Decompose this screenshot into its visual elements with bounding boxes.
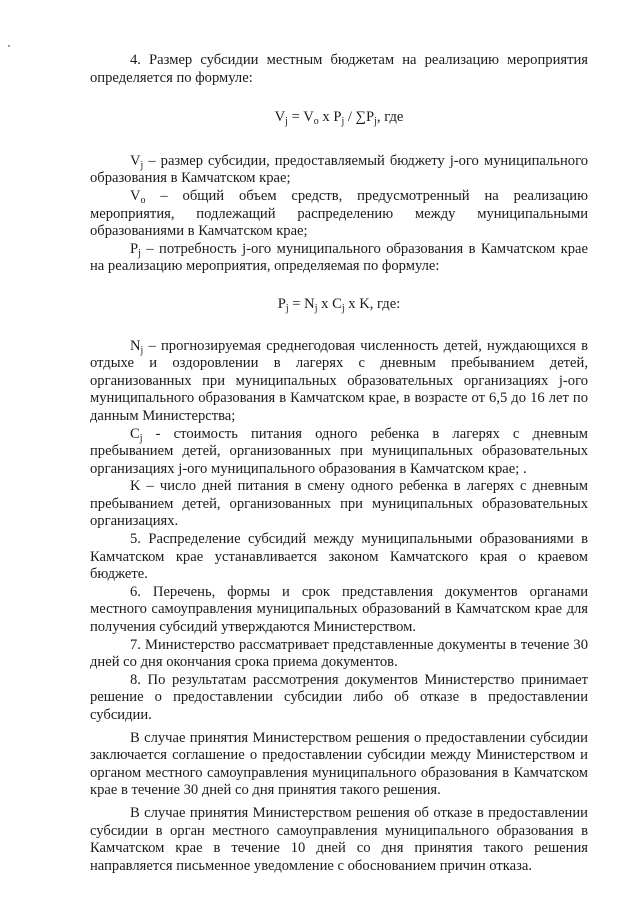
formula-sub: j [341,116,345,128]
document-page [90,52,588,875]
formula-part: = V [287,109,314,126]
definition-nj [90,338,588,426]
def-var: V [130,187,141,204]
def-text: – размер субсидии, предоставляемый бюджету j-ого муниципального образования в Камчатском крае; [90,152,588,187]
def-text: - стоимость питания одного ребенка в лагерях с дневным пребыванием детей, организованных при муниципальных образовательных организациях j-ого муниципального образования в Камчатском крае; . [90,425,588,477]
paragraph-8: 8. По результатам рассмотрения документов Министерство принимает решение о предоставлении субсидии либо об отказе в предоставлении субсидии. [90,671,588,723]
def-var: N [130,337,141,354]
def-var: C [130,425,140,442]
def-var: V [130,152,141,169]
def-sub: j [140,159,144,171]
def-sub: j [138,247,141,259]
paragraph-decision-refusal: В случае принятия Министерством решения об отказе в предоставлении субсидии в орган местного самоуправления муниципального образования в Камчатском крае в течение 10 дней со дня принятия такого решения направляется письменное уведомление с обоснованием причин отказа. [90,804,588,874]
formula-sub: o [313,116,319,128]
formula-part: x C [317,295,342,312]
formula-pj [90,296,588,314]
formula-part: = N [288,295,315,312]
definition-vj [90,153,588,188]
definition-vo [90,188,588,241]
formula-sub: j [341,302,345,314]
formula-sub: j [285,116,288,128]
definition-cj [90,426,588,479]
formula-part: , где [376,109,404,126]
def-var: P [130,240,139,257]
formula-var: V [274,109,286,126]
formula-sub: j [285,302,289,314]
paragraph-6: 6. Перечень, формы и срок представления документов органами местного самоуправления муниципальных образований в Камчатском крае для получения субсидий утверждаются Министерством. [90,583,588,636]
margin-mark [8,45,10,47]
def-text: – потребность j-ого муниципального образования в Камчатском крае на реализацию мероприятия, определяемая по формуле: [90,240,588,275]
paragraph-7: 7. Министерство рассматривает представленные документы в течение 30 дней со дня окончания срока приема документов. [90,636,588,671]
formula-vj [90,109,588,127]
paragraph-5: 5. Распределение субсидий между муниципальными образованиями в Камчатском крае устанавливается законом Камчатского края о краевом бюджете. [90,531,588,583]
formula-sub: j [374,116,377,128]
def-sub: j [139,432,143,444]
formula-var: P [277,295,286,312]
formula-sub: j [314,302,318,314]
def-sub: j [140,344,144,356]
def-sub: o [140,194,146,206]
paragraph-4: 4. Размер субсидии местным бюджетам на реализацию мероприятия определяется по формуле: [90,52,588,86]
formula-part: / ∑P [344,109,375,126]
formula-part: x K, где: [344,295,401,312]
definition-k: K – число дней питания в смену одного ребенка в лагерях с дневным пребыванием детей, организованных при муниципальных образовательных организациях. [90,478,588,530]
paragraph-decision-grant: В случае принятия Министерством решения о предоставлении субсидии заключается соглашение о предоставлении субсидии между Министерством и органом местного самоуправления муниципального образования в Камчатском крае в течение 30 дней со дня принятия такого решения. [90,729,588,799]
def-text: – прогнозируемая среднегодовая численность детей, нуждающихся в отдыхе и оздоровлении в лагерях с дневным пребыванием детей, организованных при муниципальных образовательных организациях j-ого муниципального образования в Камчатском крае, в возрасте от 6,5 до 16 лет по данным Министерства; [90,337,588,424]
formula-part: x P [318,109,342,126]
def-text: – общий объем средств, предусмотренный на реализацию мероприятия, подлежащий распределению между муниципальными образованиями в Камчатском крае; [90,187,588,240]
definition-pj [90,241,588,276]
